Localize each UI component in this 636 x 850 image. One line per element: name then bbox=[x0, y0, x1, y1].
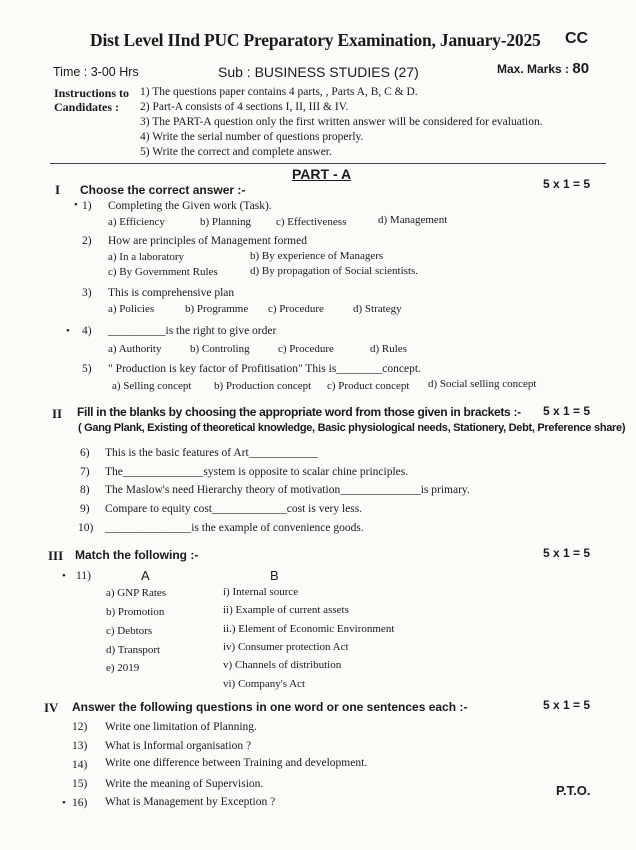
paper-code: CC bbox=[565, 30, 589, 47]
question-number: 4) bbox=[82, 325, 92, 337]
option: b) Production concept bbox=[214, 380, 312, 392]
option: b) Controling bbox=[190, 343, 250, 355]
instructions-label: Instructions to bbox=[54, 86, 130, 100]
question-number: 7) bbox=[80, 466, 90, 478]
question-text: Write one limitation of Planning. bbox=[105, 721, 257, 733]
question-text: __________is the right to give order bbox=[108, 325, 277, 337]
column-a-header: A bbox=[141, 568, 150, 583]
section-1-number: I bbox=[55, 182, 61, 197]
section-4-marks: 5 x 1 = 5 bbox=[543, 698, 591, 712]
section-3-marks: 5 x 1 = 5 bbox=[543, 546, 591, 560]
question-number: 3) bbox=[82, 287, 92, 299]
instruction-item: 3) The PART-A question only the first written answer will be considered for evaluation. bbox=[140, 116, 543, 128]
option: c) Procedure bbox=[278, 343, 334, 355]
question-number: 10) bbox=[78, 522, 94, 534]
match-b-item: ii.) Element of Economic Environment bbox=[223, 623, 395, 635]
match-a-item: c) Debtors bbox=[106, 625, 153, 637]
question-number: 5) bbox=[82, 363, 92, 375]
question-text: The______________system is opposite to scalar chine principles. bbox=[105, 466, 409, 478]
question-number: 1) bbox=[82, 200, 92, 212]
question-text: The Maslow's need Hierarchy theory of motivation______________is primary. bbox=[105, 484, 470, 496]
exam-time: Time : 3-00 Hrs bbox=[53, 65, 139, 79]
match-b-item: v) Channels of distribution bbox=[223, 659, 342, 671]
section-2-number: II bbox=[52, 406, 63, 421]
question-text: _______________is the example of convenience goods. bbox=[105, 522, 364, 534]
word-bank: ( Gang Plank, Existing of theoretical knowledge, Basic physiological needs, Stationery, Debt, Preference share) bbox=[78, 422, 626, 434]
column-b-header: B bbox=[270, 568, 279, 583]
option: c) Product concept bbox=[327, 380, 410, 392]
section-2-heading: Fill in the blanks by choosing the appropriate word from those given in brackets :- bbox=[77, 405, 521, 419]
question-number: 11) bbox=[76, 570, 91, 582]
question-number: 13) bbox=[72, 740, 88, 752]
exam-title: Dist Level IInd PUC Preparatory Examination, January-2025 bbox=[90, 30, 541, 50]
question-number: 14) bbox=[72, 759, 88, 771]
section-3-number: III bbox=[48, 548, 64, 563]
question-number: 12) bbox=[72, 721, 88, 733]
match-a-item: a) GNP Rates bbox=[106, 587, 167, 599]
option: a) Efficiency bbox=[108, 216, 165, 228]
option: d) By propagation of Social scientists. bbox=[250, 265, 419, 277]
option: a) Authority bbox=[108, 343, 162, 355]
question-text: This is comprehensive plan bbox=[108, 287, 235, 299]
section-4-heading: Answer the following questions in one word or one sentences each :- bbox=[72, 700, 468, 714]
option: b) By experience of Managers bbox=[250, 250, 384, 262]
option: a) Policies bbox=[108, 303, 155, 315]
margin-dot: • bbox=[74, 199, 78, 211]
question-text: What is Management by Exception ? bbox=[105, 796, 276, 808]
max-marks-value: 80 bbox=[572, 60, 590, 77]
question-number: 6) bbox=[80, 447, 90, 459]
question-text: Write the meaning of Supervision. bbox=[105, 778, 264, 790]
section-2-marks: 5 x 1 = 5 bbox=[543, 404, 591, 418]
question-text: Completing the Given work (Task). bbox=[108, 200, 272, 212]
instruction-item: 4) Write the serial number of questions properly. bbox=[140, 131, 364, 143]
option: a) In a laboratory bbox=[108, 251, 185, 263]
option: b) Programme bbox=[185, 303, 249, 315]
question-number: 8) bbox=[80, 484, 90, 496]
option: d) Social selling concept bbox=[428, 378, 537, 390]
option: d) Management bbox=[378, 214, 448, 226]
section-1-marks: 5 x 1 = 5 bbox=[543, 177, 591, 191]
match-a-item: d) Transport bbox=[106, 644, 161, 656]
option: d) Rules bbox=[370, 343, 407, 355]
question-number: 2) bbox=[82, 235, 92, 247]
pto-label: P.T.O. bbox=[556, 783, 591, 798]
option: b) Planning bbox=[200, 216, 252, 228]
question-number: 16) bbox=[72, 797, 88, 809]
instruction-item: 1) The questions paper contains 4 parts, , Parts A, B, C & D. bbox=[140, 86, 418, 98]
question-text: What is Informal organisation ? bbox=[105, 740, 252, 752]
question-text: How are principles of Management formed bbox=[108, 235, 307, 247]
option: c) Procedure bbox=[268, 303, 324, 315]
question-text: Compare to equity cost_____________cost is very less. bbox=[105, 503, 363, 515]
question-text: " Production is key factor of Profitisation" This is________concept. bbox=[108, 363, 421, 375]
header-divider bbox=[50, 163, 606, 164]
question-number: 15) bbox=[72, 778, 88, 790]
match-a-item: e) 2019 bbox=[106, 662, 140, 674]
section-4-number: IV bbox=[44, 700, 59, 715]
instruction-item: 2) Part-A consists of 4 sections I, II, III & IV. bbox=[140, 101, 349, 113]
match-b-item: iv) Consumer protection Act bbox=[223, 641, 349, 653]
section-3-heading: Match the following :- bbox=[75, 548, 199, 562]
margin-dot: • bbox=[66, 325, 70, 337]
option: c) By Government Rules bbox=[108, 266, 218, 278]
margin-dot: • bbox=[62, 570, 66, 582]
max-marks bbox=[497, 60, 589, 77]
instructions-label-2: Candidates : bbox=[54, 100, 120, 114]
match-b-item: vi) Company's Act bbox=[223, 678, 306, 690]
option: a) Selling concept bbox=[112, 380, 192, 392]
question-text: Write one difference between Training and development. bbox=[105, 757, 368, 769]
option: d) Strategy bbox=[353, 303, 402, 315]
option: c) Effectiveness bbox=[276, 216, 347, 228]
subject: Sub : BUSINESS STUDIES (27) bbox=[218, 64, 419, 80]
instruction-item: 5) Write the correct and complete answer. bbox=[140, 146, 332, 158]
part-a-title: PART - A bbox=[292, 166, 352, 182]
section-1-heading: Choose the correct answer :- bbox=[80, 183, 246, 197]
question-text: This is the basic features of Art____________ bbox=[105, 447, 318, 459]
match-b-item: ii) Example of current assets bbox=[223, 604, 349, 616]
question-number: 9) bbox=[80, 503, 90, 515]
match-b-item: i) Internal source bbox=[223, 586, 299, 598]
margin-dot: • bbox=[62, 797, 66, 809]
match-a-item: b) Promotion bbox=[106, 606, 165, 618]
max-marks-label: Max. Marks : bbox=[497, 62, 570, 76]
